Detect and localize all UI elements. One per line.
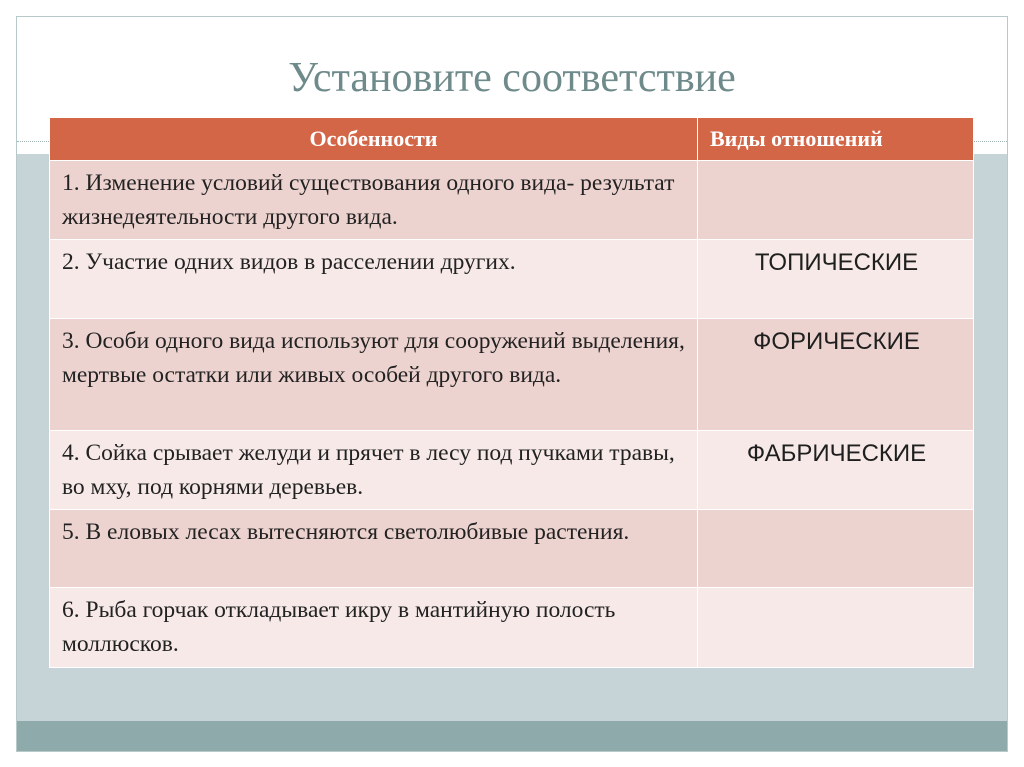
relation-type-cell: ТОПИЧЕСКИЕ — [698, 240, 974, 319]
feature-cell: 2. Участие одних видов в расселении других. — [50, 240, 698, 319]
relation-type-cell: ФАБРИЧЕСКИЕ — [698, 431, 974, 510]
relation-type-cell — [698, 161, 974, 240]
relation-type-cell: ФОРИЧЕСКИЕ — [698, 319, 974, 431]
feature-cell: 4. Сойка срывает желуди и прячет в лесу под пучками травы, во мху, под корнями деревьев. — [50, 431, 698, 510]
table-row — [50, 319, 974, 431]
header-relation-types: Виды отношений — [698, 118, 974, 161]
table-row — [50, 161, 974, 240]
table-row — [50, 240, 974, 319]
slide-title: Установите соответствие — [288, 55, 736, 101]
feature-cell: 1. Изменение условий существования одного вида- результат жизнедеятельности другого вида. — [50, 161, 698, 240]
table-row — [50, 510, 974, 588]
table-header-row — [50, 118, 974, 161]
relation-type-cell — [698, 510, 974, 588]
matching-table — [49, 117, 974, 668]
table-row — [50, 431, 974, 510]
relation-type-cell — [698, 588, 974, 668]
feature-cell: 5. В еловых лесах вытесняются светолюбивые растения. — [50, 510, 698, 588]
feature-cell: 6. Рыба горчак откладывает икру в мантийную полость моллюсков. — [50, 588, 698, 668]
feature-cell: 3. Особи одного вида используют для сооружений выделения, мертвые остатки или живых особей другого вида. — [50, 319, 698, 431]
table-row — [50, 588, 974, 668]
header-features: Особенности — [50, 118, 698, 161]
footer-bar — [17, 721, 1008, 752]
